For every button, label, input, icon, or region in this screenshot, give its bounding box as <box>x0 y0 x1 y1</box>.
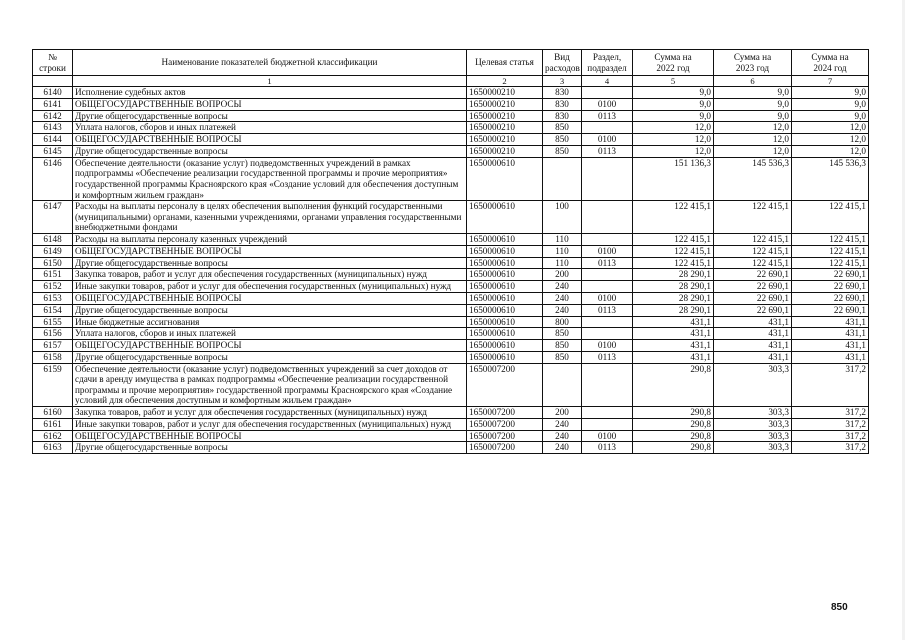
col-number: 4 <box>582 76 633 87</box>
header-name: Наименование показателей бюджетной классификации <box>73 50 467 76</box>
row-sum-2022: 151 136,3 <box>633 157 714 200</box>
row-number: 6160 <box>33 407 73 419</box>
row-expense-type: 850 <box>543 328 582 340</box>
row-sum-2023: 431,1 <box>714 328 792 340</box>
row-sum-2024: 431,1 <box>792 351 869 363</box>
row-sum-2022: 122 415,1 <box>633 257 714 269</box>
row-number: 6163 <box>33 442 73 454</box>
row-sum-2022: 12,0 <box>633 122 714 134</box>
table-row <box>33 233 869 245</box>
row-expense-type: 800 <box>543 316 582 328</box>
page-number: 850 <box>831 602 848 613</box>
row-sum-2023: 22 690,1 <box>714 292 792 304</box>
row-name: Другие общегосударственные вопросы <box>73 351 467 363</box>
row-sum-2023: 9,0 <box>714 87 792 99</box>
row-target-article: 1650000210 <box>467 134 543 146</box>
row-sum-2022: 431,1 <box>633 328 714 340</box>
row-sum-2023: 431,1 <box>714 340 792 352</box>
row-name: Уплата налогов, сборов и иных платежей <box>73 122 467 134</box>
table-row <box>33 351 869 363</box>
table-row <box>33 407 869 419</box>
row-sum-2022: 9,0 <box>633 98 714 110</box>
row-sum-2023: 122 415,1 <box>714 233 792 245</box>
row-sum-2024: 431,1 <box>792 328 869 340</box>
row-sum-2022: 290,8 <box>633 363 714 406</box>
row-expense-type: 240 <box>543 304 582 316</box>
header-target-article: Целевая статья <box>467 50 543 76</box>
row-name: Закупка товаров, работ и услуг для обеспечения государственных (муниципальных) нужд <box>73 407 467 419</box>
header-sum-2024: Сумма на 2024 год <box>792 50 869 76</box>
row-section: 0100 <box>582 98 633 110</box>
row-name: Иные закупки товаров, работ и услуг для обеспечения государственных (муниципальных) нужд <box>73 281 467 293</box>
row-sum-2022: 9,0 <box>633 87 714 99</box>
row-expense-type: 200 <box>543 269 582 281</box>
row-sum-2024: 122 415,1 <box>792 245 869 257</box>
row-sum-2024: 317,2 <box>792 442 869 454</box>
row-sum-2023: 122 415,1 <box>714 257 792 269</box>
row-expense-type: 100 <box>543 201 582 234</box>
row-section <box>582 316 633 328</box>
row-name: ОБЩЕГОСУДАРСТВЕННЫЕ ВОПРОСЫ <box>73 98 467 110</box>
row-target-article: 1650000610 <box>467 340 543 352</box>
row-sum-2024: 317,2 <box>792 418 869 430</box>
row-expense-type: 830 <box>543 110 582 122</box>
table-row <box>33 430 869 442</box>
row-sum-2022: 12,0 <box>633 145 714 157</box>
row-name: ОБЩЕГОСУДАРСТВЕННЫЕ ВОПРОСЫ <box>73 340 467 352</box>
row-target-article: 1650000210 <box>467 122 543 134</box>
row-number: 6143 <box>33 122 73 134</box>
row-target-article: 1650000610 <box>467 257 543 269</box>
row-sum-2022: 431,1 <box>633 351 714 363</box>
row-name: Исполнение судебных актов <box>73 87 467 99</box>
row-target-article: 1650000610 <box>467 201 543 234</box>
row-sum-2022: 122 415,1 <box>633 245 714 257</box>
row-section <box>582 122 633 134</box>
table-row <box>33 340 869 352</box>
table-row <box>33 257 869 269</box>
row-sum-2023: 303,3 <box>714 430 792 442</box>
row-sum-2023: 9,0 <box>714 98 792 110</box>
row-number: 6145 <box>33 145 73 157</box>
row-number: 6162 <box>33 430 73 442</box>
row-sum-2024: 122 415,1 <box>792 201 869 234</box>
table-row <box>33 98 869 110</box>
table-row <box>33 442 869 454</box>
row-section: 0113 <box>582 145 633 157</box>
header-expense-type: Вид расходов <box>543 50 582 76</box>
col-number: 2 <box>467 76 543 87</box>
row-sum-2023: 303,3 <box>714 363 792 406</box>
table-row <box>33 316 869 328</box>
table-row <box>33 281 869 293</box>
row-name: Расходы на выплаты персоналу в целях обеспечения выполнения функций государственными (муниципальными) органами, казенными учреждениями, органами управления государственными внебюджетными фондами <box>73 201 467 234</box>
col-number: 7 <box>792 76 869 87</box>
row-name: Уплата налогов, сборов и иных платежей <box>73 328 467 340</box>
row-sum-2023: 431,1 <box>714 316 792 328</box>
row-name: Иные бюджетные ассигнования <box>73 316 467 328</box>
row-section: 0113 <box>582 304 633 316</box>
row-section <box>582 233 633 245</box>
row-sum-2024: 431,1 <box>792 316 869 328</box>
row-sum-2024: 122 415,1 <box>792 257 869 269</box>
row-section: 0113 <box>582 442 633 454</box>
row-sum-2022: 9,0 <box>633 110 714 122</box>
row-target-article: 1650007200 <box>467 430 543 442</box>
row-target-article: 1650007200 <box>467 363 543 406</box>
table-row <box>33 145 869 157</box>
row-sum-2022: 28 290,1 <box>633 269 714 281</box>
row-sum-2023: 303,3 <box>714 442 792 454</box>
row-section: 0100 <box>582 340 633 352</box>
row-number: 6157 <box>33 340 73 352</box>
row-number: 6147 <box>33 201 73 234</box>
row-expense-type: 240 <box>543 281 582 293</box>
row-number: 6158 <box>33 351 73 363</box>
row-name: Обеспечение деятельности (оказание услуг) подведомственных учреждений за счет доходов от сдачи в аренду имущества в рамках подпрограммы «Обеспечение реализации государственной программы и прочие мероприятия» государственной программы Красноярского края «Создание условий для обеспечения доступным и комфортным жильем граждан» <box>73 363 467 406</box>
row-expense-type: 830 <box>543 87 582 99</box>
row-section <box>582 328 633 340</box>
row-name: ОБЩЕГОСУДАРСТВЕННЫЕ ВОПРОСЫ <box>73 430 467 442</box>
row-number: 6152 <box>33 281 73 293</box>
row-section: 0113 <box>582 110 633 122</box>
row-expense-type: 240 <box>543 418 582 430</box>
row-name: Расходы на выплаты персоналу казенных учреждений <box>73 233 467 245</box>
row-section <box>582 269 633 281</box>
row-expense-type: 200 <box>543 407 582 419</box>
row-sum-2024: 22 690,1 <box>792 292 869 304</box>
row-name: Закупка товаров, работ и услуг для обеспечения государственных (муниципальных) нужд <box>73 269 467 281</box>
row-section <box>582 157 633 200</box>
row-number: 6142 <box>33 110 73 122</box>
row-sum-2023: 122 415,1 <box>714 201 792 234</box>
header-row-number: № строки <box>33 50 73 76</box>
row-expense-type: 110 <box>543 233 582 245</box>
table-row <box>33 110 869 122</box>
row-number: 6141 <box>33 98 73 110</box>
row-section: 0100 <box>582 292 633 304</box>
row-expense-type: 850 <box>543 351 582 363</box>
row-section: 0113 <box>582 257 633 269</box>
row-name: ОБЩЕГОСУДАРСТВЕННЫЕ ВОПРОСЫ <box>73 134 467 146</box>
row-sum-2024: 12,0 <box>792 122 869 134</box>
row-number: 6151 <box>33 269 73 281</box>
row-sum-2023: 303,3 <box>714 407 792 419</box>
table-row <box>33 87 869 99</box>
row-sum-2022: 290,8 <box>633 418 714 430</box>
row-sum-2024: 317,2 <box>792 430 869 442</box>
row-sum-2023: 431,1 <box>714 351 792 363</box>
row-number: 6156 <box>33 328 73 340</box>
row-name: Другие общегосударственные вопросы <box>73 304 467 316</box>
row-number: 6148 <box>33 233 73 245</box>
row-target-article: 1650000210 <box>467 145 543 157</box>
table-row <box>33 201 869 234</box>
column-numbers-row <box>33 76 869 87</box>
row-target-article: 1650007200 <box>467 418 543 430</box>
row-section <box>582 87 633 99</box>
row-name: Другие общегосударственные вопросы <box>73 442 467 454</box>
table-row <box>33 157 869 200</box>
row-expense-type <box>543 157 582 200</box>
row-number: 6159 <box>33 363 73 406</box>
row-target-article: 1650000210 <box>467 87 543 99</box>
row-number: 6140 <box>33 87 73 99</box>
row-target-article: 1650000610 <box>467 304 543 316</box>
table-row <box>33 304 869 316</box>
row-section <box>582 363 633 406</box>
row-sum-2022: 28 290,1 <box>633 281 714 293</box>
row-number: 6150 <box>33 257 73 269</box>
row-sum-2023: 9,0 <box>714 110 792 122</box>
row-expense-type: 110 <box>543 245 582 257</box>
row-expense-type: 830 <box>543 98 582 110</box>
row-target-article: 1650000610 <box>467 233 543 245</box>
row-target-article: 1650000610 <box>467 281 543 293</box>
row-sum-2024: 22 690,1 <box>792 269 869 281</box>
row-expense-type: 850 <box>543 145 582 157</box>
table-row <box>33 245 869 257</box>
row-sum-2022: 290,8 <box>633 407 714 419</box>
row-section: 0100 <box>582 134 633 146</box>
row-sum-2024: 122 415,1 <box>792 233 869 245</box>
row-target-article: 1650000210 <box>467 98 543 110</box>
table-row <box>33 292 869 304</box>
row-name: Иные закупки товаров, работ и услуг для обеспечения государственных (муниципальных) нужд <box>73 418 467 430</box>
row-sum-2022: 28 290,1 <box>633 292 714 304</box>
row-expense-type: 850 <box>543 134 582 146</box>
row-target-article: 1650000610 <box>467 245 543 257</box>
table-header <box>33 50 869 87</box>
row-sum-2023: 22 690,1 <box>714 281 792 293</box>
table-row <box>33 418 869 430</box>
row-expense-type <box>543 363 582 406</box>
row-section <box>582 281 633 293</box>
row-target-article: 1650000610 <box>467 328 543 340</box>
row-sum-2022: 28 290,1 <box>633 304 714 316</box>
row-number: 6149 <box>33 245 73 257</box>
row-sum-2023: 12,0 <box>714 122 792 134</box>
table-row <box>33 328 869 340</box>
row-section <box>582 418 633 430</box>
row-name: Обеспечение деятельности (оказание услуг) подведомственных учреждений в рамках подпрограммы «Обеспечение реализации государственной программы и прочие мероприятия» государственной программы Красноярского края «Создание условий для обеспечения доступным и комфортным жильем граждан» <box>73 157 467 200</box>
row-name: Другие общегосударственные вопросы <box>73 145 467 157</box>
row-target-article: 1650007200 <box>467 407 543 419</box>
table-row <box>33 134 869 146</box>
budget-table <box>32 49 869 454</box>
row-expense-type: 240 <box>543 442 582 454</box>
row-number: 6161 <box>33 418 73 430</box>
row-section <box>582 201 633 234</box>
col-number: 3 <box>543 76 582 87</box>
row-expense-type: 240 <box>543 292 582 304</box>
row-sum-2022: 431,1 <box>633 316 714 328</box>
row-sum-2023: 145 536,3 <box>714 157 792 200</box>
row-target-article: 1650000210 <box>467 110 543 122</box>
row-sum-2024: 431,1 <box>792 340 869 352</box>
row-sum-2023: 303,3 <box>714 418 792 430</box>
row-sum-2023: 122 415,1 <box>714 245 792 257</box>
row-number: 6153 <box>33 292 73 304</box>
row-sum-2023: 22 690,1 <box>714 304 792 316</box>
row-target-article: 1650000610 <box>467 269 543 281</box>
col-number: 6 <box>714 76 792 87</box>
table-row <box>33 269 869 281</box>
header-sum-2022: Сумма на 2022 год <box>633 50 714 76</box>
row-target-article: 1650000610 <box>467 316 543 328</box>
row-number: 6146 <box>33 157 73 200</box>
row-sum-2023: 12,0 <box>714 145 792 157</box>
header-section: Раздел, подраздел <box>582 50 633 76</box>
col-number: 1 <box>73 76 467 87</box>
row-number: 6144 <box>33 134 73 146</box>
row-number: 6154 <box>33 304 73 316</box>
col-number: 5 <box>633 76 714 87</box>
row-sum-2022: 122 415,1 <box>633 233 714 245</box>
row-target-article: 1650000610 <box>467 292 543 304</box>
row-sum-2022: 12,0 <box>633 134 714 146</box>
row-sum-2023: 12,0 <box>714 134 792 146</box>
row-section: 0100 <box>582 430 633 442</box>
row-sum-2024: 145 536,3 <box>792 157 869 200</box>
row-expense-type: 850 <box>543 340 582 352</box>
row-sum-2022: 431,1 <box>633 340 714 352</box>
row-target-article: 1650000610 <box>467 351 543 363</box>
row-sum-2022: 122 415,1 <box>633 201 714 234</box>
table-body <box>33 87 869 454</box>
row-section: 0113 <box>582 351 633 363</box>
row-name: Другие общегосударственные вопросы <box>73 257 467 269</box>
table-row <box>33 363 869 406</box>
row-sum-2024: 317,2 <box>792 407 869 419</box>
row-sum-2024: 9,0 <box>792 98 869 110</box>
row-expense-type: 240 <box>543 430 582 442</box>
row-sum-2022: 290,8 <box>633 430 714 442</box>
row-target-article: 1650007200 <box>467 442 543 454</box>
row-section <box>582 407 633 419</box>
row-sum-2024: 9,0 <box>792 87 869 99</box>
table-row <box>33 122 869 134</box>
row-expense-type: 850 <box>543 122 582 134</box>
row-sum-2024: 22 690,1 <box>792 304 869 316</box>
row-sum-2024: 12,0 <box>792 145 869 157</box>
row-name: Другие общегосударственные вопросы <box>73 110 467 122</box>
row-name: ОБЩЕГОСУДАРСТВЕННЫЕ ВОПРОСЫ <box>73 245 467 257</box>
header-sum-2023: Сумма на 2023 год <box>714 50 792 76</box>
row-section: 0100 <box>582 245 633 257</box>
row-sum-2023: 22 690,1 <box>714 269 792 281</box>
row-sum-2024: 12,0 <box>792 134 869 146</box>
row-number: 6155 <box>33 316 73 328</box>
row-target-article: 1650000610 <box>467 157 543 200</box>
row-sum-2024: 317,2 <box>792 363 869 406</box>
row-expense-type: 110 <box>543 257 582 269</box>
row-sum-2022: 290,8 <box>633 442 714 454</box>
col-number <box>33 76 73 87</box>
row-sum-2024: 9,0 <box>792 110 869 122</box>
row-sum-2024: 22 690,1 <box>792 281 869 293</box>
row-name: ОБЩЕГОСУДАРСТВЕННЫЕ ВОПРОСЫ <box>73 292 467 304</box>
